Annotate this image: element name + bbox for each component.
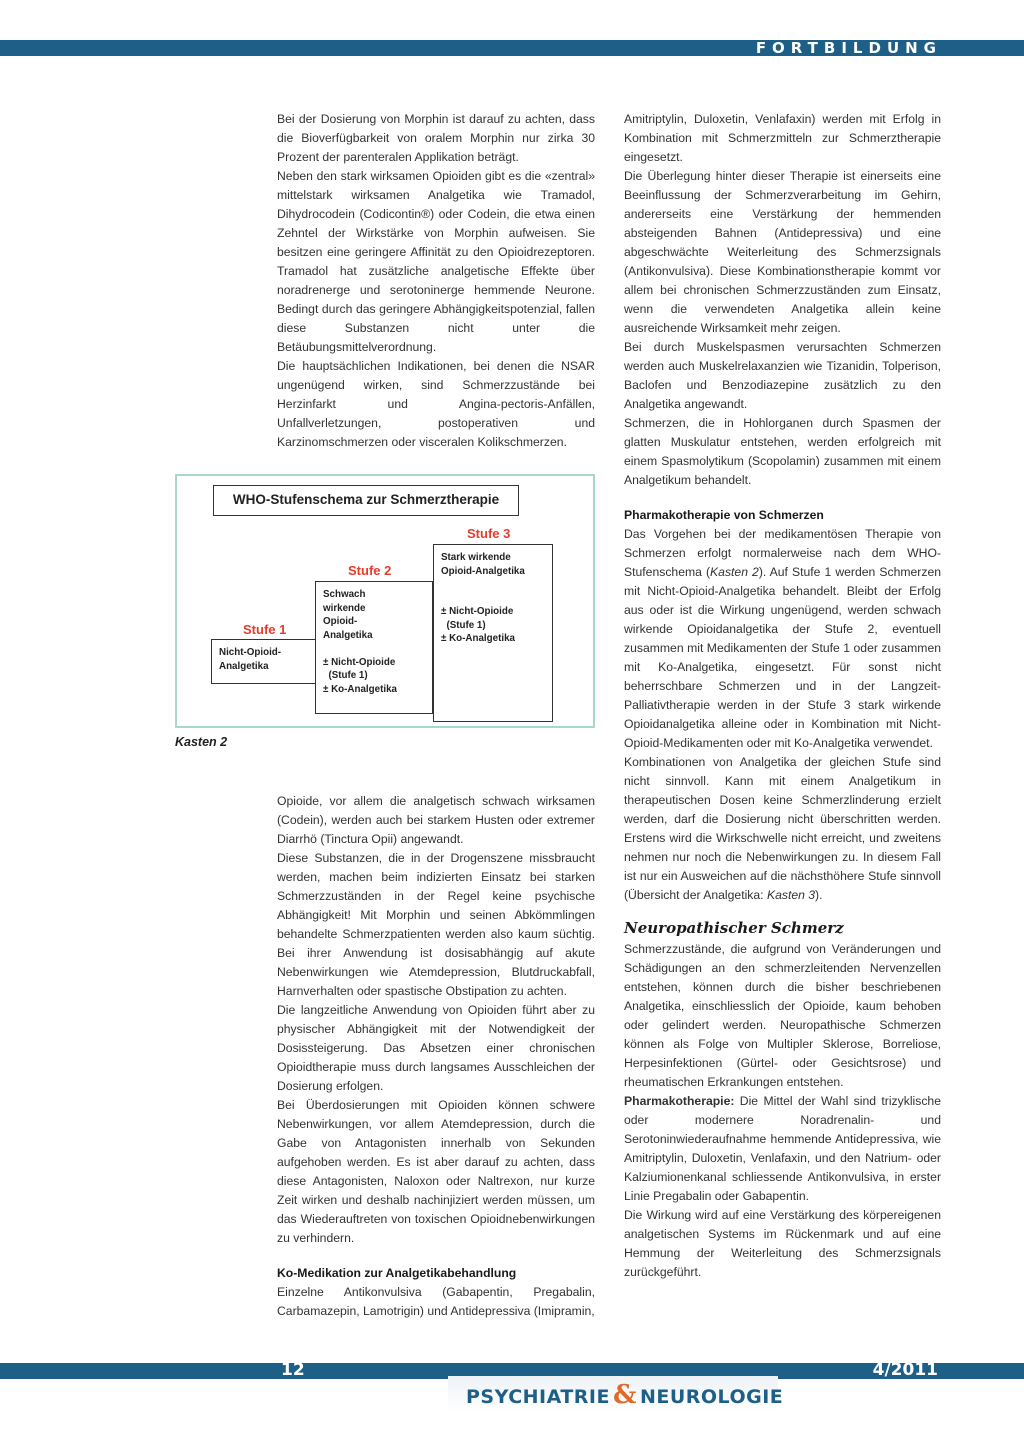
paragraph: Schmerzen, die in Hohlorganen durch Spasmen der glatten Muskulatur entstehen, werden erfolgreich mit einem Spasmolytikum (Scopolamin) zusammen mit einem Analgetikum behandelt.	[624, 416, 941, 487]
stufe-2-box	[315, 581, 433, 714]
paragraph: Neben den stark wirksamen Opioiden gibt es die «zentral» mittelstark wirksamen Analgetika wie Tramadol, Dihydrocodein (Codicontin®) oder Codein, die etwa einen Zehntel der Wirkstärke von Morphin aufweisen. Sie besitzen eine geringere Affinität zu den Opioidrezeptoren. Tramadol hat zusätzliche analgetische Effekte über noradrenerge und serotoninerge hemmende Neurone. Bedingt durch das geringere Abhängigkeitspotenzial, fallen diese Substanzen nicht unter die Betäubungsmittelverordnung.	[277, 169, 595, 354]
left-column-top	[277, 110, 595, 452]
text-run: ).	[815, 888, 823, 902]
text-run: Das Vorgehen bei der medikamentösen Therapie von Schmerzen erfolgt normalerweise nach dem WHO-Stufenschema (	[624, 527, 941, 579]
stufe-2-line: ± Ko-Analgetika	[323, 683, 397, 695]
logo-text-left: PSYCHIATRIE	[466, 1386, 610, 1408]
paragraph: Die Wirkung wird auf eine Verstärkung des körpereigenen analgetischen Systems im Rückenmark und auf eine Hemmung der Weiterleitung des Schmerzsignals zurückgeführt.	[624, 1208, 941, 1279]
text-run: ). Auf Stufe 1 werden Schmerzen mit Nicht-Opioid-Analgetika behandelt. Bleibt der Erfolg aus oder ist die Wirkung ungenügend, werden schwach wirkende Opioidanalgetika der Stufe 2, eventuell zusammen mit Medikamenten der Stufe 1 oder zusammen mit Ko-Analgetika, eingesetzt. Für sonst nicht beherrschbare Schmerzen und in der Langzeit-Palliativtherapie werden in der Stufe 3 stark wirkende Opioidanalgetika alleine oder in Kombination mit Nicht-Opioid-Medikamenten oder mit Ko-Analgetika verwendet.	[624, 565, 942, 750]
paragraph: Diese Substanzen, die in der Drogenszene missbraucht werden, machen beim indizierten Einsatz bei starken Schmerzzuständen in der Regel keine psychische Abhängigkeit! Mit Morphin und seinen Abkömmlingen behandelte Schmerzpatienten werden also kaum süchtig. Bei ihrer Anwendung ist dosisabhängig auf akute Nebenwirkungen wie Atemdepression, Blutdruckabfall, Harnverhalten oder spastische Obstipation zu achten.	[277, 851, 595, 998]
figure-reference: Kasten 3	[766, 888, 816, 902]
stufe-2-line: Analgetika	[323, 629, 373, 641]
subheading: Ko-Medikation zur Analgetikabehandlung	[277, 1266, 517, 1280]
stufe-3-box	[433, 544, 553, 722]
left-column-bottom	[277, 792, 595, 1321]
stufe-3-line: ± Ko-Analgetika	[441, 633, 515, 644]
logo-text-right: NEUROLOGIE	[639, 1386, 784, 1408]
who-stufenschema-figure	[175, 474, 595, 728]
stufe-3-line: Stark wirkende	[441, 552, 511, 563]
stufe-3-line: ± Nicht-Opioide	[441, 606, 514, 617]
paragraph: Die Überlegung hinter dieser Therapie ist einerseits eine Beeinflussung der Schmerzverarbeitung im Gehirn, andererseits eine Verstärkung der hemmenden absteigenden Bahnen (Antidepressiva) und eine abgeschwächte Weiterleitung des Schmerzsignals (Antikonvulsiva). Diese Kombinationstherapie kommt vor allem bei chronischen Schmerzzuständen zum Einsatz, wenn die verwendeten Analgetika allein keine ausreichende Wirksamkeit mehr zeigen.	[624, 169, 941, 335]
right-column	[624, 110, 941, 1282]
stufe-3-line: Opioid-Analgetika	[441, 565, 525, 577]
paragraph	[624, 753, 941, 905]
paragraph: Opioide, vor allem die analgetisch schwach wirksamen (Codein), werden auch bei starkem Husten oder extremer Diarrhö (Tinctura Opii) angewandt.	[277, 794, 595, 846]
stufe-1-line: Nicht-Opioid-	[219, 647, 282, 658]
paragraph	[624, 1092, 941, 1206]
stufe-2-line: (Stufe 1)	[323, 670, 368, 681]
paragraph: Schmerzzustände, die aufgrund von Veränderungen und Schädigungen an den schmerzleitenden Nervenzellen entstehen, können durch die bisher beschriebenen Analgetika, einschliesslich der Opioide, kaum behoben oder gelindert werden. Neuropathische Schmerzen können als Folge von Multipler Sklerose, Borreliose, Herpesinfektionen (Gürtel- oder Gesichtsrose) und rheumatischen Erkrankungen entstehen.	[624, 942, 941, 1089]
inline-label: Pharmakotherapie:	[624, 1094, 735, 1108]
stufe-1-box	[211, 639, 317, 684]
stufe-3-line: (Stufe 1)	[441, 619, 486, 631]
paragraph: Die hauptsächlichen Indikationen, bei denen die NSAR ungenügend wirken, sind Schmerzzustände bei Herzinfarkt und Angina-pectoris-Anfällen, Unfallverletzungen, postoperativen und Karzinomschmerzen oder visceralen Kolikschmerzen.	[277, 359, 595, 449]
stufe-3-line	[441, 592, 545, 606]
paragraph: Einzelne Antikonvulsiva (Gabapentin, Pregabalin, Carbamazepin, Lamotrigin) und Antidepressiva (Imipramin,	[277, 1285, 595, 1318]
paragraph: Bei durch Muskelspasmen verursachten Schmerzen werden auch Muskelrelaxanzien wie Tizanidin, Tolperison, Baclofen und Benzodiazepine zusätzlich zu den Analgetika angewandt.	[624, 340, 941, 411]
section-title: Neuropathischer Schmerz	[624, 919, 844, 937]
stufe-2-line: Schwach	[323, 589, 366, 600]
figure-title: WHO-Stufenschema zur Schmerztherapie	[213, 485, 519, 516]
text-run: Die Mittel der Wahl sind trizyklische oder modernere Noradrenalin- und Serotoninwiederaufnahme hemmende Antidepressiva, wie Amitriptylin, Duloxetin, Venlafaxin, und den Natrium- oder Kalziumionenkanal schliessende Antikonvulsiva, in erster Linie Pregabalin oder Gabapentin.	[624, 1094, 941, 1203]
issue-number: 4/2011	[872, 1360, 938, 1380]
paragraph: Bei Überdosierungen mit Opioiden können schwere Nebenwirkungen, vor allem Atemdepression, durch die Gabe von Antagonisten innerhalb von Sekunden aufgehoben werden. Es ist aber darauf zu achten, dass diese Antagonisten, Naloxon oder Naltrexon, nur kurze Zeit wirken und deshalb nachinjiziert werden müssen, um das Wiederauftreten von toxischen Opioidnebenwirkungen zu verhindern.	[277, 1098, 595, 1245]
stufe-1-line: Analgetika	[219, 660, 269, 672]
text-run: Kombinationen von Analgetika der gleichen Stufe sind nicht sinnvoll. Kann mit einem Analgetikum in therapeutischen Dosen keine Schmerzlinderung erzielt werden, darf die Dosierung nicht überschritten werden. Erstens wird die Wirkschwelle nicht erreicht, und zweitens nehmen nur noch die Nebenwirkungen zu. In diesem Fall ist nur ein Ausweichen auf die nächsthöhere Stufe sinnvoll (Übersicht der Analgetika:	[624, 755, 941, 902]
stufe-2-line: ± Nicht-Opioide	[323, 656, 396, 668]
section-label: FORTBILDUNG	[755, 39, 942, 57]
stufe-1-label: Stufe 1	[243, 622, 287, 637]
stufe-2-line	[323, 642, 425, 656]
paragraph: Die langzeitliche Anwendung von Opioiden führt aber zu physischer Abhängigkeit mit der Notwendigkeit der Dosissteigerung. Das Absetzen einer chronischen Opioidtherapie muss durch langsames Ausschleichen der Dosierung erfolgen.	[277, 1003, 595, 1093]
stufe-2-line: Opioid-	[323, 616, 358, 627]
page-number: 12	[281, 1360, 305, 1380]
figure-reference: Kasten 2	[710, 565, 759, 579]
journal-logo	[466, 1380, 783, 1410]
stufe-2-line: wirkende	[323, 602, 366, 614]
subheading: Pharmakotherapie von Schmerzen	[624, 508, 824, 522]
figure-caption: Kasten 2	[175, 735, 228, 749]
stufe-2-label: Stufe 2	[348, 563, 392, 578]
paragraph: Amitriptylin, Duloxetin, Venlafaxin) werden mit Erfolg in Kombination mit Schmerzmitteln zur Schmerztherapie eingesetzt.	[624, 112, 941, 164]
stufe-3-label: Stufe 3	[467, 526, 511, 541]
header-bar	[0, 40, 1024, 56]
paragraph	[624, 525, 941, 753]
stufe-3-line	[441, 578, 545, 592]
paragraph: Bei der Dosierung von Morphin ist darauf zu achten, dass die Bioverfügbarkeit von oralem Morphin nur zirka 30 Prozent der parenteralen Applikation beträgt.	[277, 112, 595, 164]
logo-ampersand: &	[612, 1380, 637, 1410]
